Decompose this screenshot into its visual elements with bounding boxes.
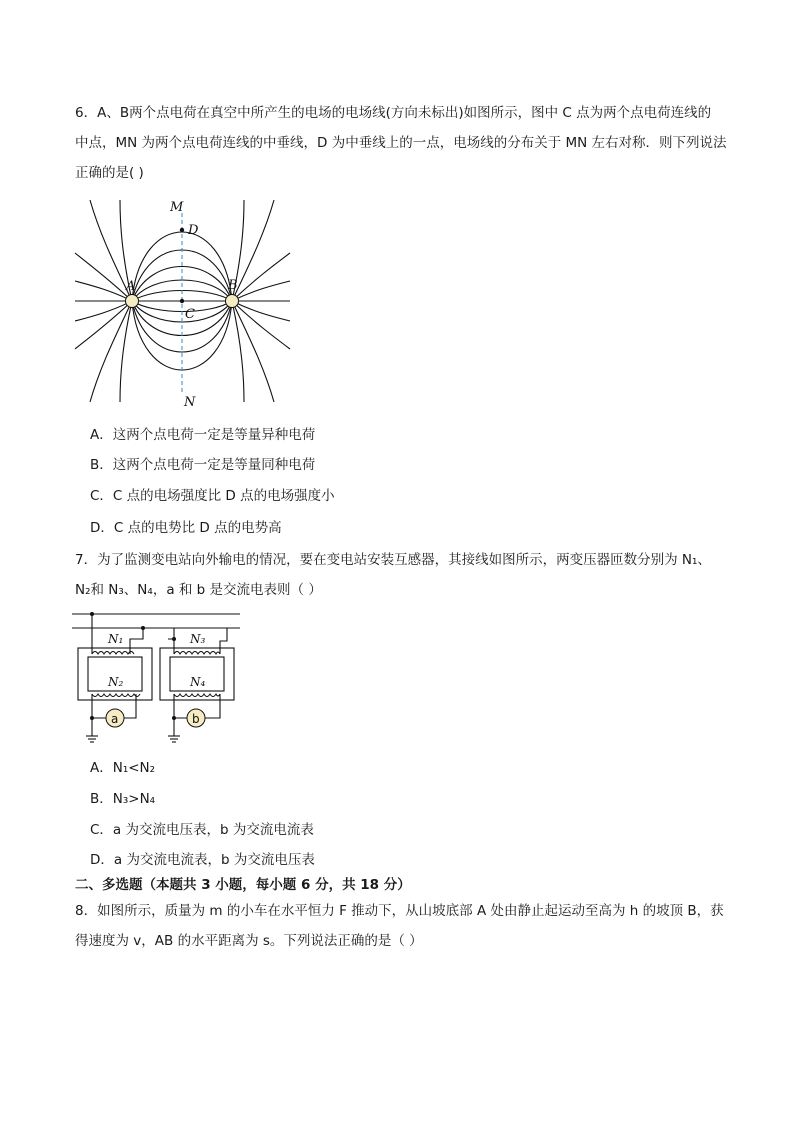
charge-a (126, 295, 139, 308)
label-n4: N₄ (190, 675, 206, 689)
label-a: A (126, 279, 136, 294)
q8-stem-line2: 得速度为 v，AB 的水平距离为 s。下列说法正确的是（ ） (75, 933, 423, 949)
meter-a-label: a (111, 712, 119, 726)
q7-option-c[interactable]: C．a 为交流电压表，b 为交流电流表 (90, 822, 314, 838)
q6-stem-line3: 正确的是( ) (75, 165, 144, 181)
label-n2: N₂ (108, 675, 124, 689)
q6-option-c[interactable]: C．C 点的电场强度比 D 点的电场强度小 (90, 488, 335, 504)
q6-option-a[interactable]: A．这两个点电荷一定是等量异种电荷 (90, 427, 316, 443)
charge-b (226, 295, 239, 308)
q7-stem-line1: 7．为了监测变电站向外输电的情况，要在变电站安装互感器，其接线如图所示，两变压器匝数分别为 N₁、 (75, 552, 711, 568)
q6-stem-line1: 6．A、B两个点电荷在真空中所产生的电场的电场线(方向未标出)如图所示，图中 C 点为两个点电荷连线的 (75, 105, 712, 121)
section-heading-multiple-choice: 二、多选题（本题共 3 小题，每小题 6 分，共 18 分） (75, 877, 411, 893)
label-n: N (184, 395, 196, 410)
label-n1: N₁ (108, 632, 124, 646)
electric-field-diagram (70, 195, 295, 410)
q7-option-d[interactable]: D．a 为交流电流表，b 为交流电压表 (90, 852, 315, 868)
q7-option-b[interactable]: B．N₃>N₄ (90, 791, 156, 807)
label-b: B (228, 278, 238, 293)
label-m: M (170, 200, 184, 215)
q7-option-a[interactable]: A．N₁<N₂ (90, 760, 156, 776)
q6-option-d[interactable]: D．C 点的电势比 D 点的电势高 (90, 520, 282, 536)
q6-stem-line2: 中点，MN 为两个点电荷连线的中垂线，D 为中垂线上的一点，电场线的分布关于 MN 左右对称．则下列说法 (75, 135, 727, 151)
label-c: C (185, 307, 195, 322)
label-d: D (188, 223, 199, 238)
q6-option-b[interactable]: B．这两个点电荷一定是等量同种电荷 (90, 457, 316, 473)
q8-stem-line1: 8．如图所示，质量为 m 的小车在水平恒力 F 推动下，从山坡底部 A 处由静止起运动至高为 h 的坡顶 B，获 (75, 903, 724, 919)
q7-stem-line2: N₂和 N₃、N₄，a 和 b 是交流电表则（ ） (75, 582, 322, 598)
transformer-circuit-diagram (70, 606, 245, 748)
label-n3: N₃ (190, 632, 206, 646)
meter-b-label: b (192, 712, 200, 726)
